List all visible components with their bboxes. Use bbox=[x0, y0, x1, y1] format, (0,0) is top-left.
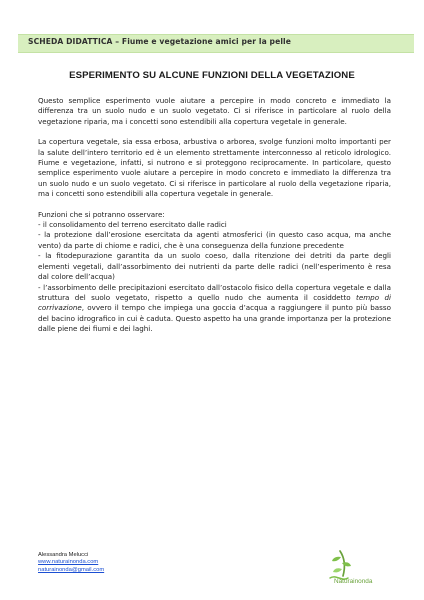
function-item: - la fitodepurazione garantita da un suolo coeso, dalla ritenzione dei detriti da parte degli elementi vegetali, dall’assorbimento dei nutrienti da parte delle radici (nell’esperimento è resa dal colore dell’acqua) bbox=[38, 251, 391, 282]
functions-intro: Funzioni che si potranno osservare: bbox=[38, 209, 165, 219]
vegetation-paragraph: La copertura vegetale, sia essa erbosa, arbustiva o arborea, svolge funzioni molto importanti per la salute dell’intero territorio ed è un elemento strettamente interconnesso al reticolo idrologico. Fiume e vegetazione, infatti, si nutrono e si proteggono reciprocamente. In particolare, questo semplice esperimento vuole aiutare a percepire in modo concreto e immediato la differenza tra un suolo nudo e un suolo vegetato. Ci si riferisce in particolare al ruolo della vegetazione riparia, ma i concetti sono estendibili alla copertura vegetale in generale. bbox=[38, 137, 391, 199]
function-item-text-2: , ovvero il tempo che impiega una goccia d’acqua a raggiungere il punto più basso del bacino idrografico in cui è caduta. Questo aspetto ha una grande importanza per la protezione dalle piene dei fiumi e dei laghi. bbox=[38, 303, 391, 334]
footer-website-link[interactable]: www.naturainonda.com bbox=[38, 559, 99, 566]
header-title: SCHEDA DIDATTICA – Fiume e vegetazione amici per la pelle bbox=[28, 37, 291, 46]
intro-paragraph: Questo semplice esperimento vuole aiutare a percepire in modo concreto e immediato la differenza tra un suolo nudo e un suolo vegetato. Ci si riferisce in particolare al ruolo della vegetazione riparia, ma i concetti sono estendibili alla copertura vegetale in generale. bbox=[38, 96, 391, 126]
footer bbox=[38, 552, 104, 574]
footer-author: Alessandra Melucci bbox=[38, 552, 89, 558]
page-title: ESPERIMENTO SU ALCUNE FUNZIONI DELLA VEGETAZIONE bbox=[69, 70, 355, 81]
function-item: - la protezione dall’erosione esercitata da agenti atmosferici (in questo caso acqua, ma anche vento) da parte di chiome e radici, che è una conseguenza della funzione precedente bbox=[38, 230, 391, 250]
function-item bbox=[38, 283, 391, 335]
logo-mark bbox=[330, 551, 351, 579]
function-item: - il consolidamento del terreno esercitato dalle radici bbox=[38, 220, 227, 230]
document-body bbox=[38, 96, 391, 335]
function-item-text-1: - l’assorbimento delle precipitazioni esercitato dall’ostacolo fisico della copertura vegetale e dalla struttura del suolo vegetato, rispetto a quello nudo che aumenta il cosiddetto bbox=[38, 282, 391, 302]
footer-email-link[interactable]: naturainonda@gmail.com bbox=[38, 566, 105, 573]
functions-list bbox=[38, 210, 391, 335]
logo-text: Naturainonda bbox=[334, 578, 373, 585]
term-italic: tempo di corrivazione bbox=[38, 292, 391, 313]
